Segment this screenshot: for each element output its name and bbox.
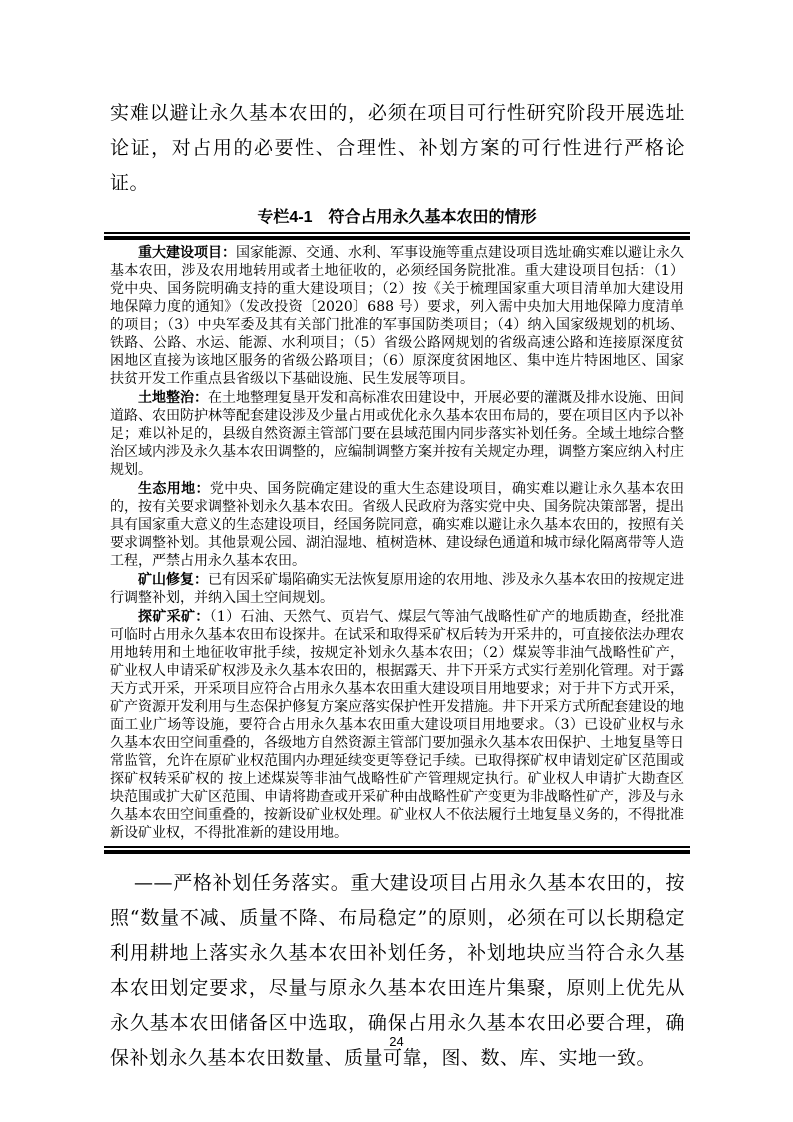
box-paragraph-major-projects [110,243,684,388]
box-paragraph-text: 已有因采矿塌陷确实无法恢复原用途的农用地、涉及永久基本农田的按规定进行调整补划，并纳入国土空间规划。 [110,572,684,606]
page-number: 24 [389,1034,404,1049]
box-top-rule [104,232,690,240]
intro-paragraph: 实难以避让永久基本农田的，必须在项目可行性研究阶段开展选址论证，对占用的必要性、合理性、补划方案的可行性进行严格论证。 [110,102,685,194]
closing-lead: 严格补划任务落实。 [173,872,351,894]
box-paragraph-text: （1）石油、天然气、页岩气、煤层气等油气战略性矿产的地质勘查，经批准可临时占用永久基本农田布设探井。在试采和取得采矿权后转为开采井的，可直接依法办理农用地转用和土地征收审批手续，按规定补划永久基本农田；（2）煤炭等非油气战略性矿产，矿业权人申请采矿权涉及永久基本农田的，根据露天、井下开采方式实行差别化管理。对于露天方式开采，开采项目应符合占用永久基本农田重大建设项目用地要求；对于井下方式开采，矿产资源开发利用与生态保护修复方案应落实保护性开发措施。井下开采方式所配套建设的地面工业广场等设施，要符合占用永久基本农田重大建设项目用地要求。（3）已设矿业权与永久基本农田空间重叠的，各级地方自然资源主管部门要加强永久基本农田保护、土地复垦等日常监管，允许在原矿业权范围内办理延续变更等登记手续。已取得探矿权申请划定矿区范围或探矿权转采矿权的 按上述煤炭等非油气战略性矿产管理规定执行。矿业权人申请扩大勘查区块范围或扩大矿区范围、申请将勘查或开采矿种由战略性矿产变更为非战略性矿产，涉及与永久基本农田空间重叠的，按新设矿业权处理。矿业权人不依法履行土地复垦义务的，不得批准新设矿业权，不得批准新的建设用地。 [110,609,685,841]
box-paragraph-text: 国家能源、交通、水利、军事设施等重点建设项目选址确实难以避让永久基本农田，涉及农用地转用或者土地征收的，必须经国务院批准。重大建设项目包括：（1）党中央、国务院明确支持的重大建设项目；（2）按《关于梳理国家重大项目清单加大建设用地保障力度的通知》（发改投资〔2020〕688 号）要求，列入需中央加大用地保障力度清单的项目；（3）中央军委及其有关部门批准的军事国防类项目；（4）纳入国家级规划的机场、铁路、公路、水运、能源、水利项目；（5）省级公路网规划的省级高速公路和连接原深度贫困地区直接为该地区服务的省级公路项目；（6）原深度贫困地区、集中连片特困地区、国家扶贫开发工作重点县省级以下基础设施、民生发展等项目。 [110,245,684,387]
box-paragraph-lead: 生态用地： [138,480,210,496]
closing-dash: —— [134,872,173,894]
box-paragraph-mineral-exploration [110,607,684,842]
box-bottom-rule [104,846,690,854]
box-paragraph-mine-restoration [110,570,684,607]
box-paragraph-ecological-land [110,479,684,570]
box-paragraph-lead: 土地整治： [138,389,208,405]
box-paragraph-lead: 探矿采矿： [138,608,210,624]
box-paragraph-text: 在土地整理复垦开发和高标准农田建设中，开展必要的灌溉及排水设施、田间道路、农田防护林等配套建设涉及少量占用或优化永久基本农田布局的，要在项目区内予以补足；难以补足的，县级自然资源主管部门要在县域范围内同步落实补划任务。全域土地综合整治区域内涉及永久基本农田调整的，应编制调整方案并按有关规定办理，调整方案应纳入村庄规划。 [110,390,684,478]
box-body [104,240,690,846]
box-title: 专栏4-1 符合占用永久基本农田的情形 [257,209,537,226]
box-paragraph-text: 党中央、国务院确定建设的重大生态建设项目，确实难以避让永久基本农田的，按有关要求调整补划永久基本农田。省级人民政府为落实党中央、国务院决策部署，提出具有国家重大意义的生态建设项目，经国务院同意，确实难以避让永久基本农田的，按照有关要求调整补划。其他景观公园、湖泊湿地、植树造林、建设绿色通道和城市绿化隔离带等人造工程，严禁占用永久基本农田。 [110,481,685,569]
special-column-box [104,207,690,854]
box-paragraph-land-consolidation [110,388,684,479]
box-paragraph-lead: 矿山修复： [138,571,208,587]
closing-text: 重大建设项目占用永久基本农田的，按照“数量不减、质量不降、布局稳定”的原则，必须在可以长期稳定利用耕地上落实永久基本农田补划任务，补划地块应当符合永久基本农田划定要求，尽量与原永久基本农田连片集聚，原则上优先从永久基本农田储备区中选取，确保占用永久基本农田必要合理，确保补划永久基本农田数量、质量可靠，图、数、库、实地一致。 [110,872,685,1069]
box-paragraph-lead: 重大建设项目： [138,244,236,260]
